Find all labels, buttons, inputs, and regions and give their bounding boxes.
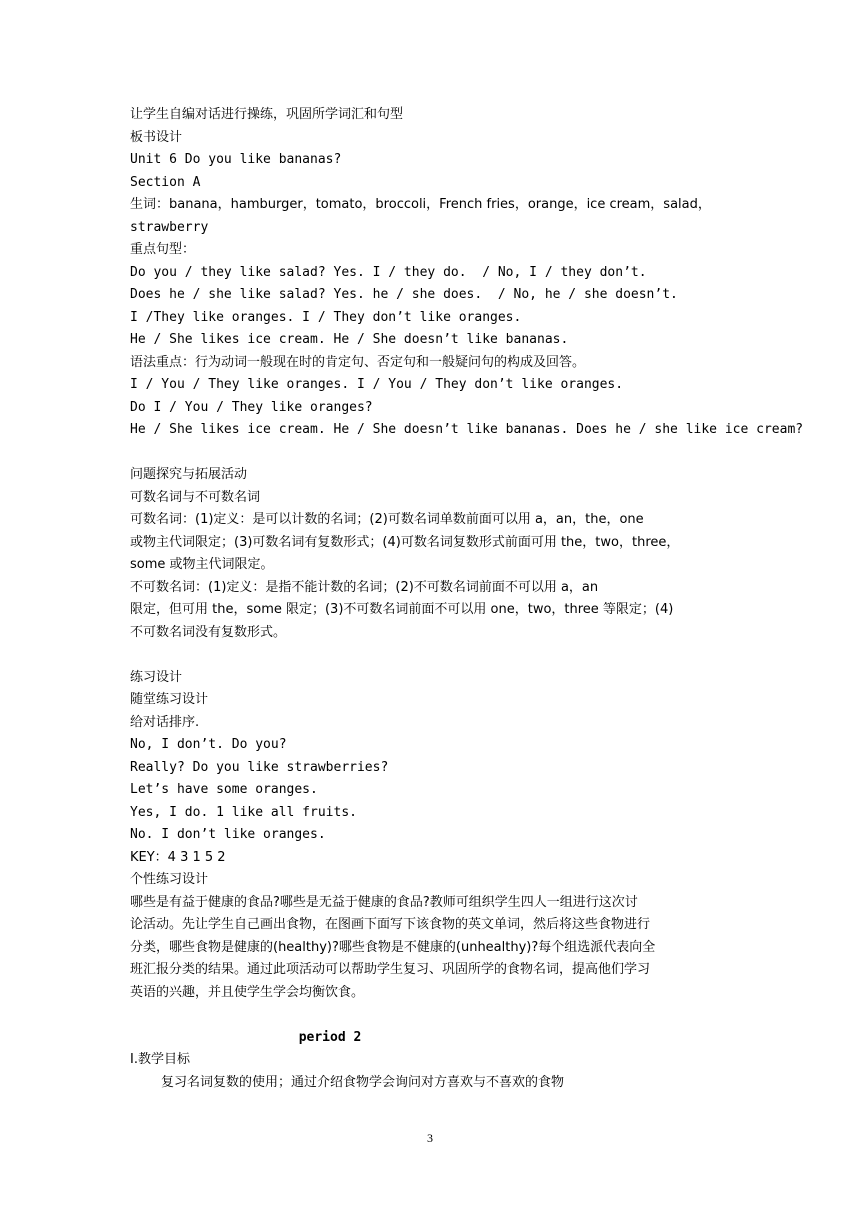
text-line: 论活动。先让学生自己画出食物，在图画下面写下该食物的英文单词，然后将这些食物进行 [130,917,651,932]
sentence-line: He / She likes ice cream. He / She doesn’t like bananas. [130,332,569,347]
text-line: 或物主代词限定；(3)可数名词有复数形式；(4)可数名词复数形式前面可用 the，two，three， [130,534,680,550]
sentence-line: Does he / she like salad? Yes. he / she does. / No, he / she doesn’t. [130,287,678,302]
answer-key: KEY：4 3 1 5 2 [130,849,226,865]
subheading-individual-exercise: 个性练习设计 [130,872,209,887]
heading-exercise-design: 练习设计 [130,669,183,685]
heading-key-sentences: 重点句型： [130,242,196,257]
sentence-line: Do I / You / They like oranges? [130,399,373,415]
text-line: 不可数名词没有复数形式。 [130,624,287,640]
text-line: 英语的兴趣，并且使学生学会均衡饮食。 [130,984,365,1000]
vocabulary-line: 生词：banana，hamburger，tomato，broccoli，French fries，orange，ice cream，salad， [130,197,711,212]
sentence-line: He / She likes ice cream. He / She doesn’t like bananas. Does he / she like ice cream? [130,422,804,437]
page-number: 3 [427,1131,433,1145]
text-line: 复习名词复数的使用；通过介绍食物学会询问对方喜欢与不喜欢的食物 [161,1074,565,1090]
heading-exploration: 问题探究与拓展活动 [130,467,248,482]
sentence-line: I / You / They like oranges. I / You / They don’t like oranges. [130,377,624,392]
text-line: 分类，哪些食物是健康的(healthy)?哪些食物是不健康的(unhealthy)?每个组选派代表向全 [130,939,656,955]
text-line: some 或物主代词限定。 [130,557,274,572]
text-line: 可数名词：(1)定义：是可以计数的名词；(2)可数名词单数前面可以用 a，an，the，one [130,512,644,527]
unit-title: Unit 6 Do you like bananas? [130,152,342,167]
text-line: 班汇报分类的结果。通过此项活动可以帮助学生复习、巩固所学的食物名词，提高他们学习 [130,962,651,977]
sentence-line: Do you / they like salad? Yes. I / they do. / No, I / they don’t. [130,264,647,280]
dialogue-line: Yes, I do. 1 like all fruits. [130,804,357,820]
text-line: 限定，但可用 the，some 限定；(3)不可数名词前面不可以用 one，two，three 等限定；(4) [130,602,674,617]
period-title: period 2 [298,1029,362,1045]
dialogue-line: No, I don’t. Do you? [130,737,287,752]
subheading-class-exercise: 随堂练习设计 [130,692,209,707]
dialogue-line: Let’s have some oranges. [130,782,318,797]
section-title: Section A [130,174,201,190]
text-line: 让学生自编对话进行操练，巩固所学词汇和句型 [130,107,404,122]
document-body [130,104,804,1094]
heading-teaching-goals: I.教学目标 [130,1052,190,1067]
grammar-focus: 语法重点：行为动词一般现在时的肯定句、否定句和一般疑问句的构成及回答。 [130,354,586,370]
exercise-instruction: 给对话排序. [130,714,200,730]
subheading-nouns: 可数名词与不可数名词 [130,489,261,505]
sentence-line: I /They like oranges. I / They don’t like oranges. [130,309,522,325]
dialogue-line: Really? Do you like strawberries? [130,759,389,775]
text-line: 哪些是有益于健康的食品?哪些是无益于健康的食品?教师可组织学生四人一组进行这次讨 [130,894,638,910]
dialogue-line: No. I don’t like oranges. [130,827,326,842]
vocabulary-line-cont: strawberry [130,219,209,235]
text-line: 不可数名词：(1)定义：是指不能计数的名词；(2)不可数名词前面不可以用 a，an [130,579,599,595]
blank-line [130,1004,730,1027]
blank-line [130,442,730,465]
blank-line [130,644,730,667]
heading-board-design: 板书设计 [130,129,183,145]
